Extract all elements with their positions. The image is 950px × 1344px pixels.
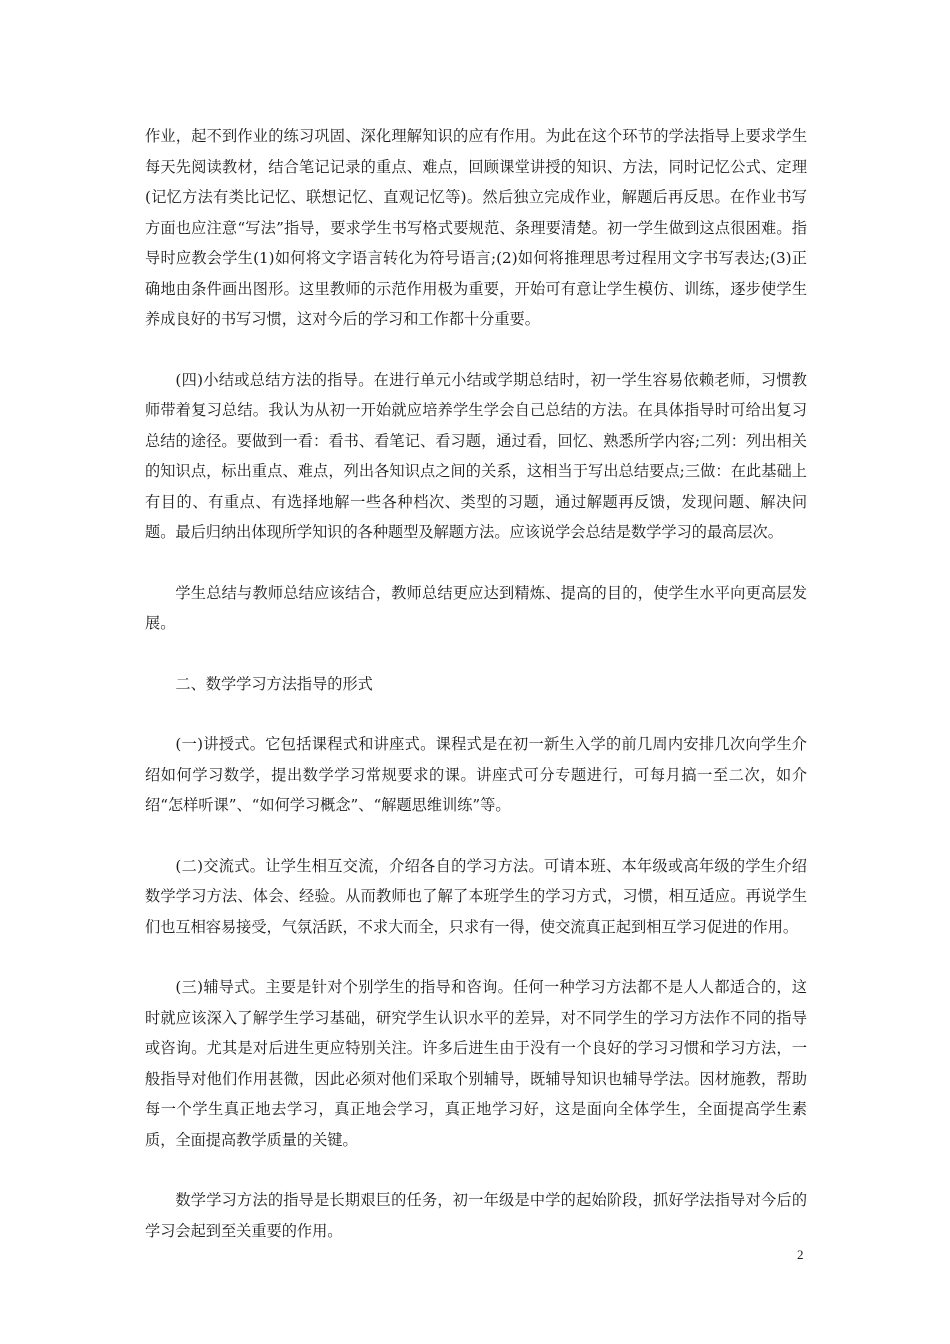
paragraph-lecture-form: (一)讲授式。它包括课程式和讲座式。课程式是在初一新生入学的前几周内安排几次向学生介绍如何学习数学，提出数学学习常规要求的课。讲座式可分专题进行，可每月搞一至二次，如介绍“怎样听课”、“如何学习概念”、“解题思维训练”等。	[145, 735, 807, 814]
paragraph-gap	[145, 1155, 807, 1185]
page-number: 2	[797, 1247, 804, 1262]
paragraph-homework-method: 作业，起不到作业的练习巩固、深化理解知识的应有作用。为此在这个环节的学法指导上要求学生每天先阅读教材，结合笔记记录的重点、难点，回顾课堂讲授的知识、方法，同时记忆公式、定理(记忆方法有类比记忆、联想记忆、直观记忆等)。然后独立完成作业，解题后再反思。在作业书写方面也应注意“写法”指导，要求学生书写格式要规范、条理要清楚。初一学生做到这点很困难。指导时应教会学生(1)如何将文字语言转化为符号语言;(2)如何将推理思考过程用文字书写表达;(3)正确地由条件画出图形。这里教师的示范作用极为重要，开始可有意让学生模仿、训练，逐步使学生养成良好的书写习惯，这对今后的学习和工作都十分重要。	[145, 127, 807, 328]
document-body	[145, 121, 807, 1246]
paragraph-student-teacher-summary: 学生总结与教师总结应该结合，教师总结更应达到精炼、提高的目的，使学生水平向更高层发展。	[145, 583, 807, 632]
paragraph-conclusion: 数学学习方法的指导是长期艰巨的任务，初一年级是中学的起始阶段，抓好学法指导对今后的学习会起到至关重要的作用。	[145, 1191, 807, 1240]
paragraph-gap	[145, 942, 807, 972]
paragraph-tutoring-form: (三)辅导式。主要是针对个别学生的指导和咨询。任何一种学习方法都不是人人都适合的，这时就应该深入了解学生学习基础，研究学生认识水平的差异，对不同学生的学习方法作不同的指导或咨询。尤其是对后进生更应特别关注。许多后进生由于没有一个良好的学习习惯和学习方法，一般指导对他们作用甚微，因此必须对他们采取个别辅导，既辅导知识也辅导学法。因材施教，帮助每一个学生真正地去学习，真正地会学习，真正地学习好，这是面向全体学生，全面提高学生素质，全面提高教学质量的关键。	[145, 978, 807, 1149]
paragraph-gap	[145, 699, 807, 729]
paragraph-gap	[145, 548, 807, 578]
paragraph-gap	[145, 821, 807, 851]
section-heading-guidance-forms: 二、数学学习方法指导的形式	[175, 674, 373, 693]
paragraph-gap	[145, 335, 807, 365]
paragraph-exchange-form: (二)交流式。让学生相互交流，介绍各自的学习方法。可请本班、本年级或高年级的学生介绍数学学习方法、体会、经验。从而教师也了解了本班学生的学习方式，习惯，相互适应。再说学生们也互相容易接受，气氛活跃，不求大而全，只求有一得，使交流真正起到相互学习促进的作用。	[145, 856, 807, 936]
paragraph-summary-method: (四)小结或总结方法的指导。在进行单元小结或学期总结时，初一学生容易依赖老师，习惯教师带着复习总结。我认为从初一开始就应培养学生学会自己总结的方法。在具体指导时可给出复习总结的途径。要做到一看：看书、看笔记、看习题，通过看，回忆、熟悉所学内容;二列：列出相关的知识点，标出重点、难点，列出各知识点之间的关系，这相当于写出总结要点;三做：在此基础上有目的、有重点、有选择地解一些各种档次、类型的习题，通过解题再反馈，发现问题、解决问题。最后归纳出体现所学知识的各种题型及解题方法。应该说学会总结是数学学习的最高层次。	[145, 370, 807, 541]
paragraph-gap	[145, 639, 807, 669]
